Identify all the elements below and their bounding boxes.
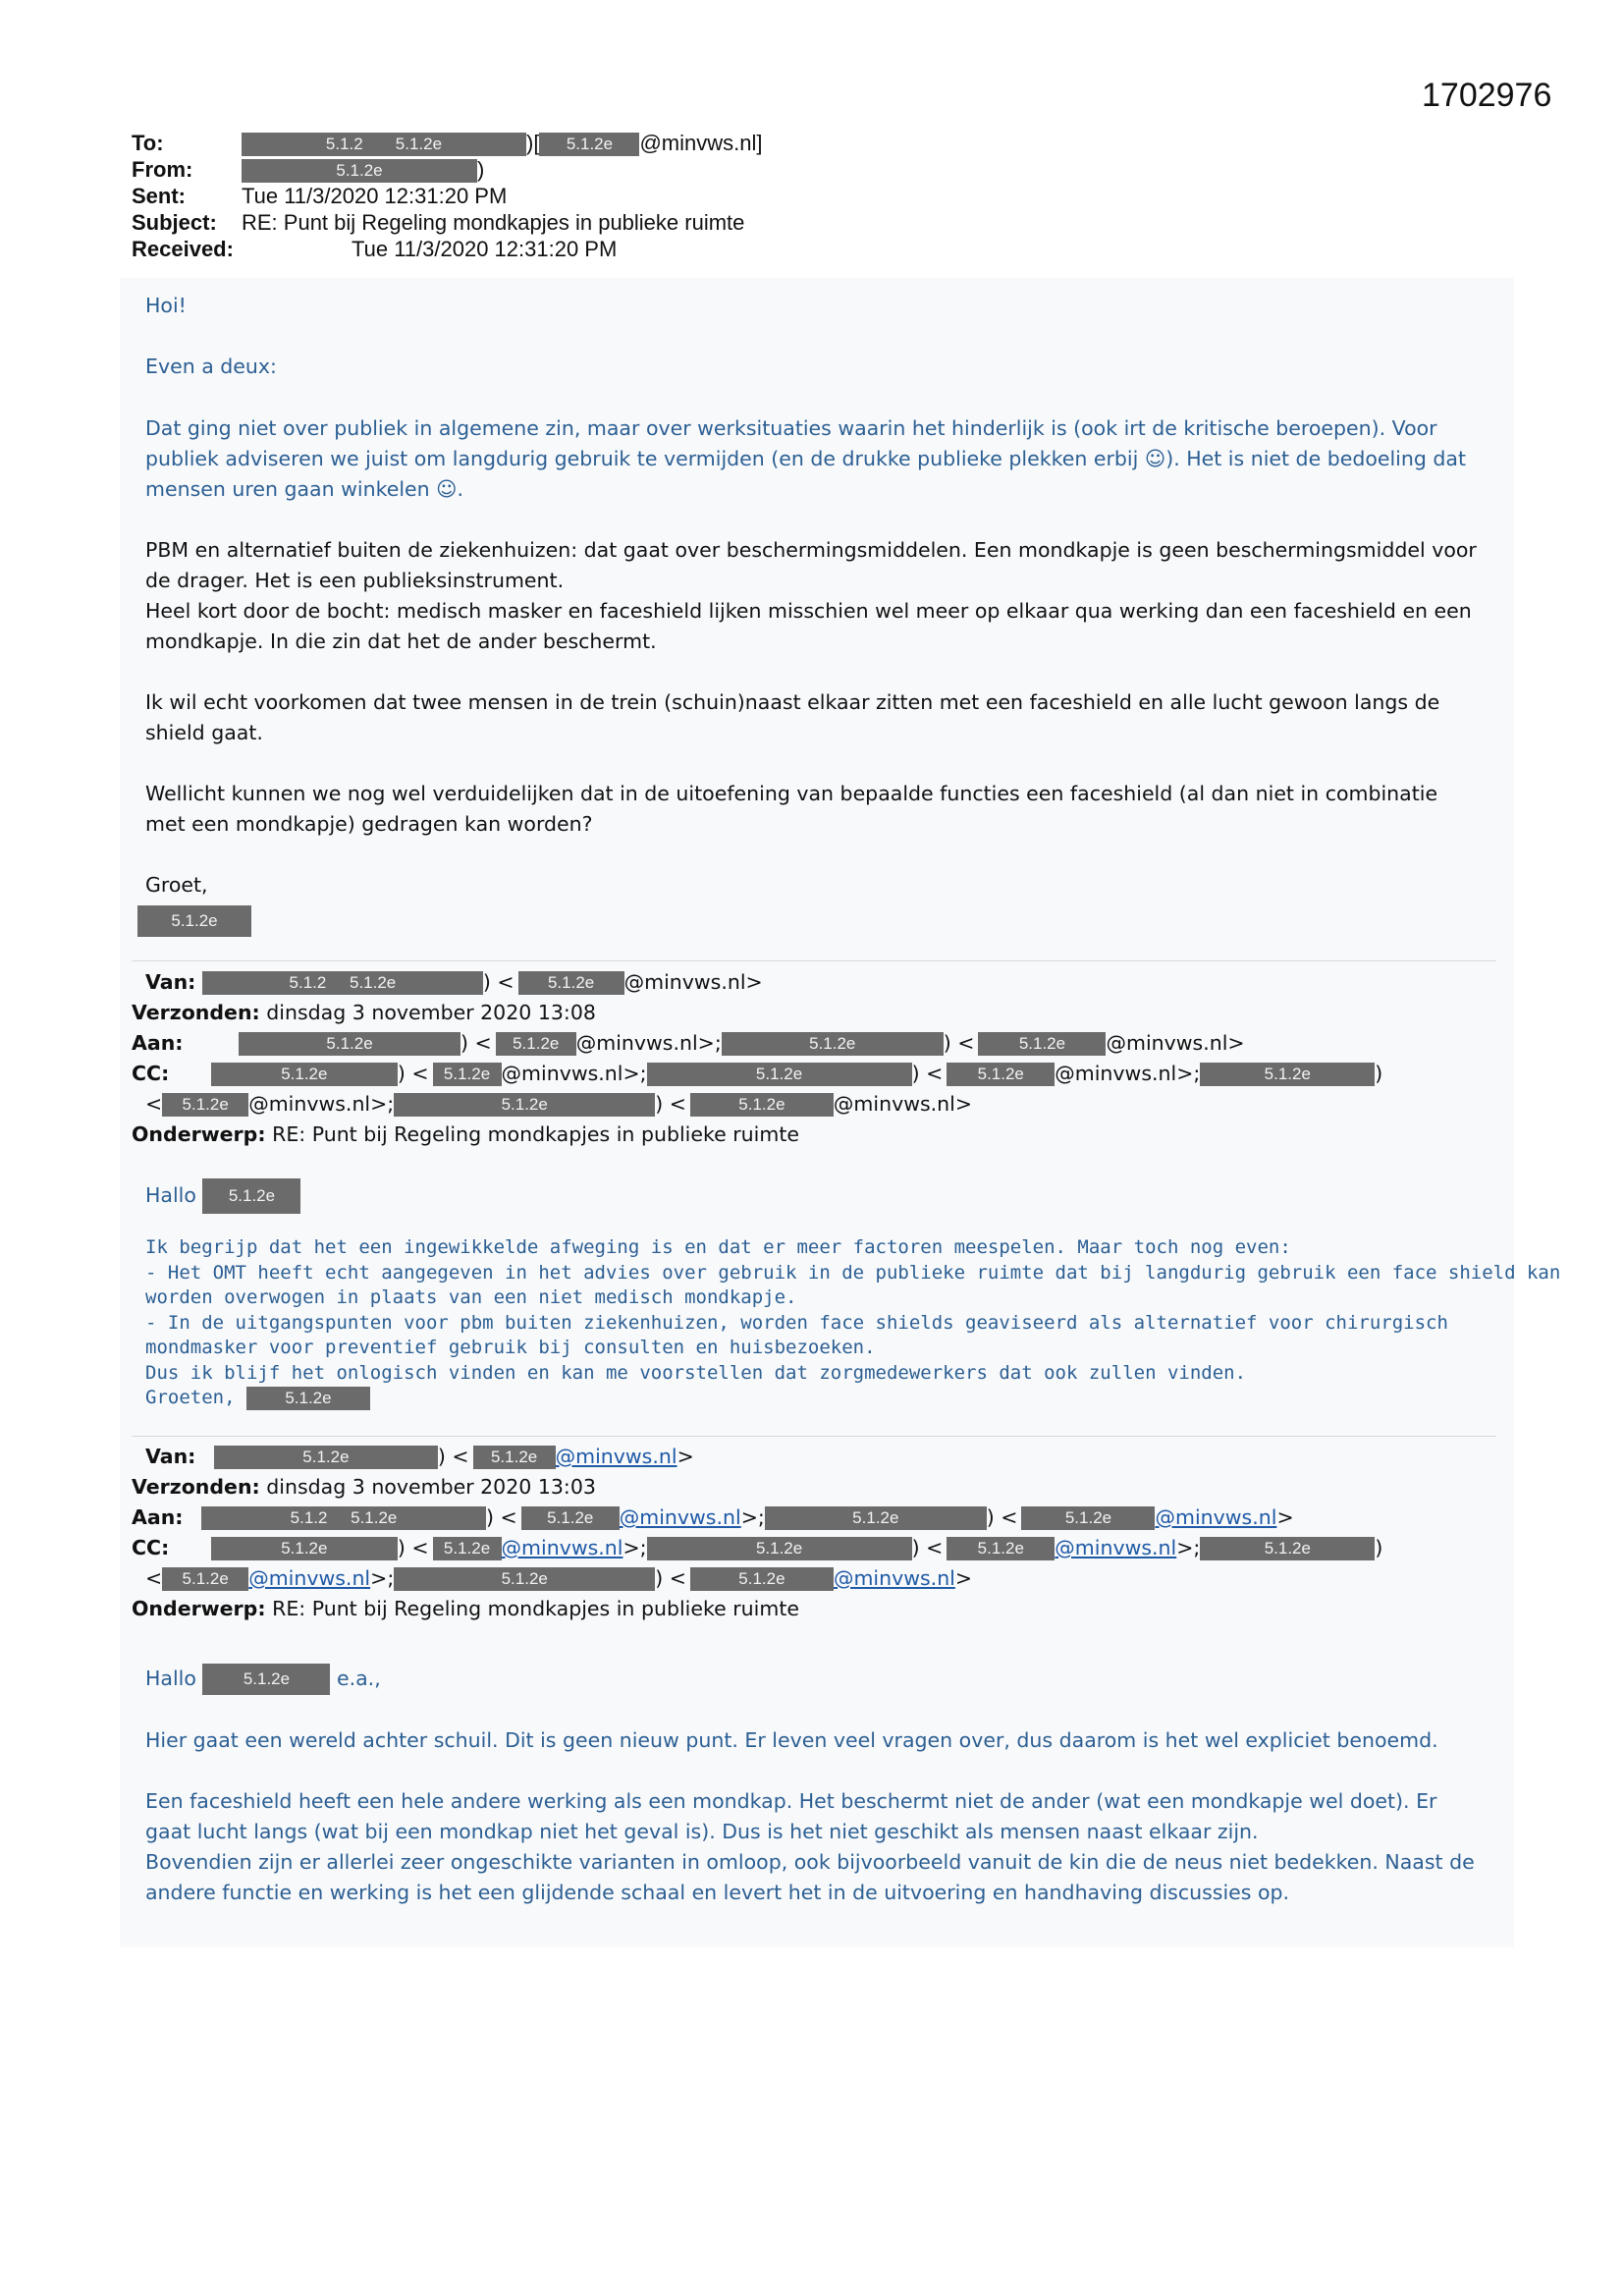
from-suffix: ) [477,157,485,182]
aan-line: Aan: 5.1.2 5.1.2e ) < 5.1.2e @minvws.nl>; 5.1.2e ) < 5.1.2e @minvws.nl> [132,1505,1294,1529]
paragraph-line: mensen uren gaan winkelen ☺. [145,477,464,501]
paragraph-line: mondmasker voor preventief gebruik bij consulten en huisbezoeken. [145,1337,876,1358]
redaction-box: 5.1.2e [211,1537,398,1560]
onderwerp-line: Onderwerp: RE: Punt bij Regeling mondkapjes in publieke ruimte [132,1122,799,1146]
redaction-box: 5.1.2e [214,1446,438,1469]
email-link[interactable]: @minvws.nl [1055,1536,1177,1559]
redaction-box: 5.1.2e [239,1032,460,1056]
redaction-box: 5.1.2e [947,1537,1055,1560]
paragraph-line: Een faceshield heeft een hele andere werking als een mondkap. Het beschermt niet de ander (wat een mondkapje wel doet). Er [145,1789,1437,1813]
aan-line: Aan: 5.1.2e ) < 5.1.2e @minvws.nl>; 5.1.2e ) < 5.1.2e @minvws.nl> [132,1031,1245,1055]
verzonden-line: Verzonden: dinsdag 3 november 2020 13:08 [132,1001,596,1024]
redaction-box: 5.1.2e [690,1567,834,1591]
redaction-box: 5.1.2e [647,1063,912,1086]
from-label: From: [132,157,193,182]
redaction-box: 5.1.2e [211,1063,398,1086]
paragraph-line: andere functie en werking is het een glijdende schaal en levert het in de uitvoering en handhaving discussies op. [145,1881,1290,1904]
email-link[interactable]: @minvws.nl [833,1566,955,1590]
redaction-box: 5.1.2e [1021,1506,1155,1530]
redaction-box: 5.1.2e [162,1567,248,1591]
paragraph-line: Dat ging niet over publiek in algemene zin, maar over werksituaties waarin het hinderlijk is (ook irt de kritische beroepen). Voor [145,416,1437,440]
onderwerp-line: Onderwerp: RE: Punt bij Regeling mondkapjes in publieke ruimte [132,1597,799,1620]
paragraph-line: Ik begrijp dat het een ingewikkelde afweging is en dat er meer factoren meespelen. Maar toch nog even: [145,1236,1291,1258]
cc-line-continued: < 5.1.2e @minvws.nl>; 5.1.2e ) < 5.1.2e @minvws.nl> [145,1092,973,1116]
paragraph-line: publiek adviseren we juist om langdurig gebruik te vermijden (en de drukke publieke plekken erbij ☺). Het is niet de bedoeling dat [145,447,1467,470]
redaction-box: 5.1.2e [394,1567,655,1591]
cc-line: CC: 5.1.2e ) < 5.1.2e @minvws.nl>; 5.1.2e ) < 5.1.2e @minvws.nl>; 5.1.2e ) [132,1062,1383,1085]
redaction-box: 5.1.2e [647,1537,912,1560]
sent-label: Sent: [132,184,186,208]
email-link[interactable]: @minvws.nl [501,1536,623,1559]
to-suffix: @minvws.nl] [639,131,763,155]
redaction-box: 5.1.2e [978,1032,1106,1056]
paragraph-line: PBM en alternatief buiten de ziekenhuizen: dat gaat over beschermingsmiddelen. Een mondkapje is geen beschermingsmiddel voor [145,538,1477,562]
redaction-box: 5.1.2 5.1.2e [201,1506,486,1530]
paragraph-line: Heel kort door de bocht: medisch masker en faceshield lijken misschien wel meer op elkaar qua werking dan een faceshield en een [145,599,1472,623]
redaction-box: 5.1.2 5.1.2e [202,971,483,995]
separator [132,960,1496,961]
redaction-box: 5.1.2e [433,1537,502,1560]
paragraph-line: Dus ik blijf het onlogisch vinden en kan me voorstellen dat zorgmedewerkers dat ook zullen vinden. [145,1361,1247,1384]
redaction-box: 5.1.2e [496,1032,576,1056]
paragraph-line: met een mondkapje) gedragen kan worden? [145,812,593,836]
received-label: Received: [132,237,234,261]
paragraph-line: Ik wil echt voorkomen dat twee mensen in de trein (schuin)naast elkaar zitten met een faceshield en alle lucht gewoon langs de [145,690,1440,714]
redaction-box: 5.1.2e [765,1506,987,1530]
van-line: Van: 5.1.2 5.1.2e ) < 5.1.2e @minvws.nl> [145,970,763,994]
redaction-box: 5.1.2e [1200,1063,1375,1086]
redaction-box: 5.1.2e [947,1063,1055,1086]
paragraph-line: worden overwogen in plaats van een niet medisch mondkapje. [145,1286,797,1308]
closing: Groeten, 5.1.2e [145,1386,370,1411]
paragraph-line: de drager. Het is een publieksinstrument. [145,569,565,592]
email-link[interactable]: @minvws.nl [555,1445,677,1468]
redaction-box: 5.1.2e [202,1664,330,1695]
redaction-box: 5.1.2 5.1.2e [242,133,526,156]
greeting: Hallo 5.1.2e [145,1178,1510,1214]
cc-line: CC: 5.1.2e ) < 5.1.2e @minvws.nl>; 5.1.2e ) < 5.1.2e @minvws.nl>; 5.1.2e ) [132,1536,1383,1559]
redaction-box: 5.1.2e [473,1446,556,1469]
redaction-box: 5.1.2e [242,159,477,183]
paragraph-line: shield gaat. [145,721,263,744]
subject-label: Subject: [132,210,217,235]
redaction-box: 5.1.2e [690,1093,834,1117]
paragraph-line: Bovendien zijn er allerlei zeer ongeschikte varianten in omloop, ook bijvoorbeeld vanuit de kin die de neus niet bedekken. Naast de [145,1850,1475,1874]
paragraph-line: - Het OMT heeft echt aangegeven in het advies over gebruik in de publieke ruimte dat bij langdurig gebruik een face shield kan [145,1261,1561,1284]
paragraph-line: mondkapje. In die zin dat het de ander beschermt. [145,629,657,653]
paragraph-line: Hier gaat een wereld achter schuil. Dit is geen nieuw punt. Er leven veel vragen over, dus daarom is het wel expliciet benoemd. [145,1728,1438,1752]
redaction-box: 5.1.2e [722,1032,944,1056]
redaction-box: 5.1.2e [394,1093,655,1117]
intro-line: Even a deux: [145,355,277,378]
received-value: Tue 11/3/2020 12:31:20 PM [352,237,618,261]
email-link[interactable]: @minvws.nl [248,1566,371,1590]
to-label: To: [132,131,164,155]
paragraph-line: - In de uitgangspunten voor pbm buiten ziekenhuizen, worden face shields geaviseerd als alternatief voor chirurgisch [145,1311,1448,1334]
paragraph-line: Wellicht kunnen we nog wel verduidelijken dat in de uitoefening van bepaalde functies een faceshield (al dan niet in combinatie [145,782,1438,805]
document-number: 1702976 [1422,77,1552,114]
redaction-box: 5.1.2e [521,1506,620,1530]
redaction-box: 5.1.2e [246,1387,370,1410]
separator [132,1436,1496,1437]
redaction-box: 5.1.2e [433,1063,502,1086]
verzonden-line: Verzonden: dinsdag 3 november 2020 13:03 [132,1475,596,1499]
greeting: Hallo 5.1.2e e.a., [145,1664,1510,1695]
redaction-box: 5.1.2e [518,971,624,995]
redaction-box: 5.1.2e [137,905,251,937]
subject-value: RE: Punt bij Regeling mondkapjes in publieke ruimte [242,210,745,235]
closing: Groet, [145,873,208,897]
redaction-box: 5.1.2e [539,133,639,156]
redaction-box: 5.1.2e [202,1178,300,1214]
van-line: Van: 5.1.2e ) < 5.1.2e @minvws.nl> [145,1445,694,1468]
greeting: Hoi! [145,294,187,317]
redaction-box: 5.1.2e [1200,1537,1375,1560]
cc-line-continued: < 5.1.2e @minvws.nl>; 5.1.2e ) < 5.1.2e @minvws.nl> [145,1566,973,1590]
email-link[interactable]: @minvws.nl [619,1505,741,1529]
sent-value: Tue 11/3/2020 12:31:20 PM [242,184,508,208]
email-link[interactable]: @minvws.nl [1155,1505,1277,1529]
paragraph-line: gaat lucht langs (wat bij een mondkap niet het geval is). Dus is het niet geschikt als mensen naast elkaar zijn. [145,1820,1259,1843]
redaction-box: 5.1.2e [162,1093,248,1117]
